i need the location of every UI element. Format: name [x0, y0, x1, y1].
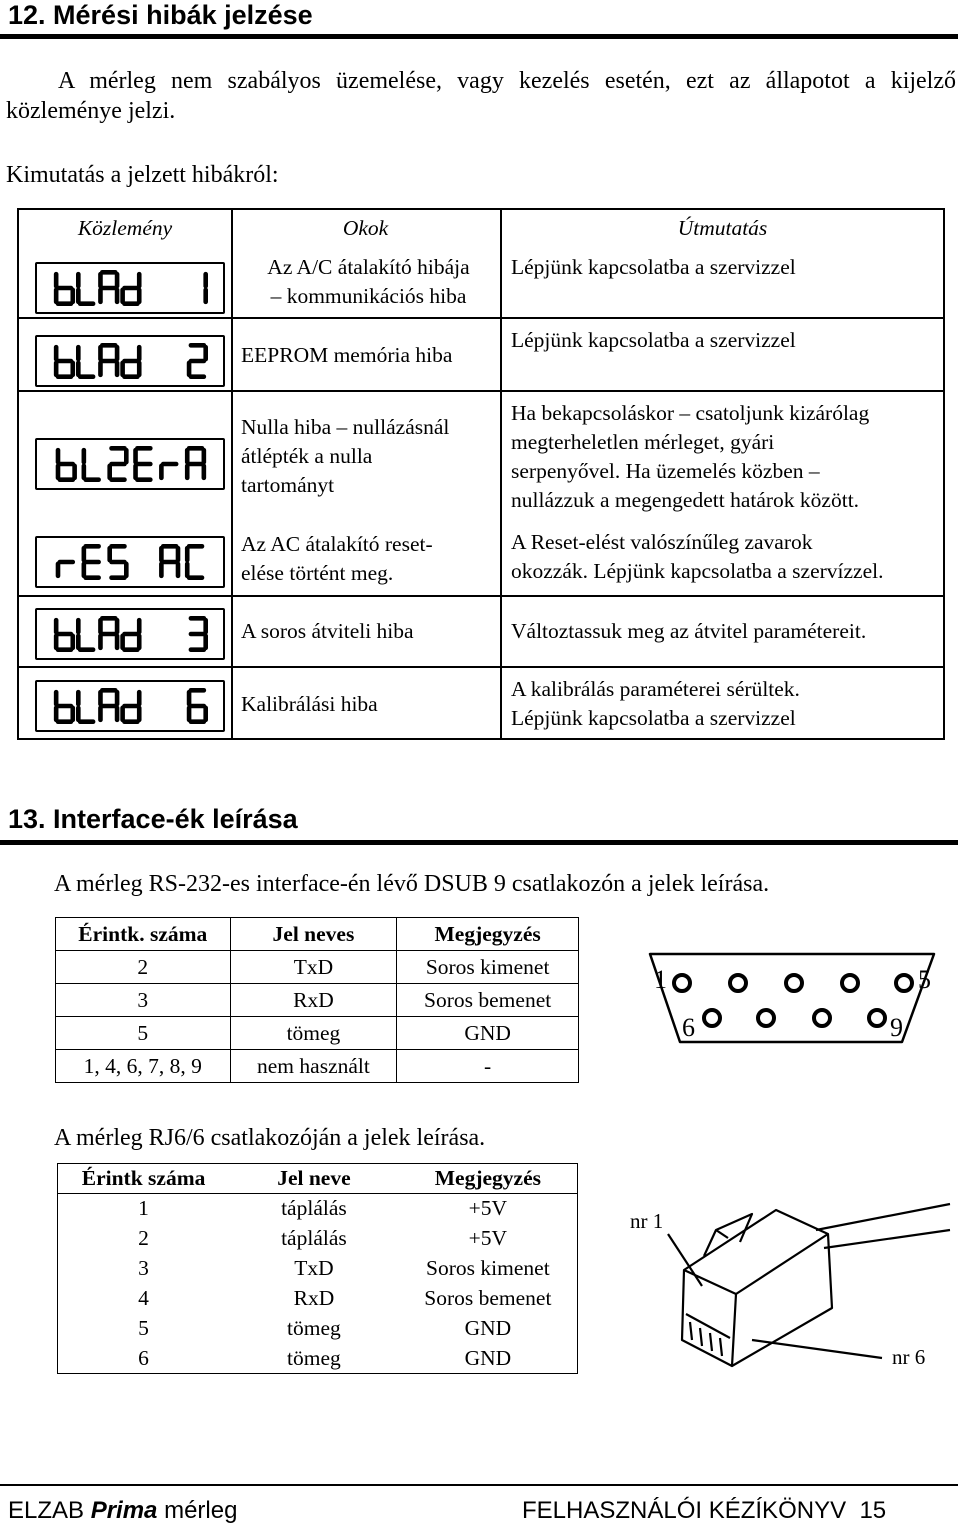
lcd-digit — [100, 690, 117, 720]
table-header-row — [58, 1164, 578, 1194]
table-row — [56, 1017, 579, 1050]
rs232-table — [55, 917, 579, 1083]
table-header-row — [56, 918, 579, 951]
lcd-blad-3 — [35, 608, 225, 660]
table-row — [58, 1194, 578, 1224]
table-cell: Soros bemenet — [424, 1286, 552, 1310]
lcd-digit — [56, 274, 73, 304]
pin-1 — [674, 975, 690, 991]
pin-9 — [869, 1010, 885, 1026]
intro-paragraph: A mérleg nem szabályos üzemelése, vagy kezelés esetén, ezt az állapotot a kijelző közleménye jelzi. — [6, 68, 956, 124]
table-cell: 3 — [138, 1256, 149, 1280]
table-cell: TxD — [294, 1256, 334, 1280]
rj-header-signal: Jel neve — [229, 1164, 399, 1194]
table-row — [58, 1314, 578, 1344]
footer-right — [522, 1496, 886, 1526]
rj-connector-diagram — [620, 1190, 960, 1400]
action-row-5: Változtassuk meg az átvitel paramétereit. — [511, 619, 867, 643]
table-cell: táplálás — [281, 1196, 347, 1221]
rs232-header-note: Megjegyzés — [397, 918, 579, 951]
cause-row-3: Nulla hiba – nullázásnál átlépték a nulla tartományt — [241, 415, 450, 497]
table-cell: tömeg — [287, 1345, 341, 1370]
rj-header-pin: Érintk száma — [58, 1164, 230, 1194]
pin-5 — [896, 975, 912, 991]
lcd-blzera — [35, 438, 225, 490]
cause-row-1: Az A/C átalakító hibája – kommunikációs hiba — [267, 255, 470, 308]
table-cell: Soros bemenet — [397, 984, 579, 1017]
table-cell: tömeg — [287, 1316, 341, 1340]
table-cell: TxD — [230, 951, 397, 984]
table-row — [56, 1050, 579, 1083]
section-13-rule — [0, 840, 958, 845]
lcd-digit — [78, 347, 93, 377]
table-cell: +5V — [468, 1226, 508, 1250]
action-row-1: Lépjünk kapcsolatba a szervizzel — [511, 255, 796, 279]
section-13-title: 13. Interface-ék leírása — [8, 804, 298, 834]
action-row-6: A kalibrálás paraméterei sérültek. Lépjünk kapcsolatba a szervizzel — [511, 677, 800, 730]
rs232-intro: A mérleg RS-232-es interface-én lévő DSUB 9 csatlakozón a jelek leírása. — [54, 871, 770, 897]
table-cell: Soros kimenet — [426, 1256, 550, 1280]
pin-1-label: 1 — [654, 965, 667, 994]
lcd-digit — [78, 620, 93, 650]
footer-model: Prima — [90, 1497, 158, 1524]
header-action: Útmutatás — [677, 216, 768, 240]
table-cell: Soros kimenet — [397, 951, 579, 984]
lcd-digit — [191, 618, 206, 649]
footer-brand: ELZAB — [8, 1497, 85, 1524]
table-cell: 5 — [56, 1017, 231, 1050]
cause-row-5: A soros átviteli hiba — [241, 619, 414, 643]
table-cell: RxD — [230, 984, 397, 1017]
lcd-digit — [123, 692, 140, 722]
lcd-digit — [56, 620, 73, 650]
lcd-digit — [100, 272, 117, 302]
lcd-res-ac — [35, 536, 225, 588]
table-cell: tömeg — [230, 1017, 397, 1050]
lcd-digit — [56, 692, 73, 722]
table-cell: táplálás — [281, 1226, 347, 1250]
lcd-digit — [123, 620, 140, 650]
lcd-digit — [136, 448, 151, 479]
lcd-blad-2 — [35, 335, 225, 387]
header-message: Közlemény — [77, 216, 173, 240]
lcd-digit — [189, 345, 206, 376]
lcd-digit — [84, 546, 99, 577]
pin-9-label: 9 — [890, 1013, 903, 1042]
action-row-4: A Reset-elést valószínűleg zavarok okozzák. Lépjünk kapcsolatba a szervízzel. — [511, 530, 884, 583]
table-cell: 2 — [138, 1226, 149, 1250]
lcd-blad-6 — [35, 680, 225, 732]
table-cell: GND — [397, 1017, 579, 1050]
label-nr-6: nr 6 — [892, 1345, 926, 1369]
footer-product: mérleg — [164, 1497, 238, 1524]
lcd-digit — [187, 448, 204, 478]
table-cell: 2 — [56, 951, 231, 984]
table-cell: 6 — [138, 1345, 149, 1370]
table-cell: 1 — [138, 1196, 149, 1221]
table-row — [58, 1284, 578, 1314]
table-cell: RxD — [293, 1286, 335, 1310]
pin-3 — [786, 975, 802, 991]
rs232-header-pin: Érintk. száma — [56, 918, 231, 951]
pin-6-label: 6 — [682, 1013, 695, 1042]
pin-4 — [842, 975, 858, 991]
table-row — [58, 1224, 578, 1254]
section-12-title: 12. Mérési hibák jelzése — [8, 0, 313, 30]
rj-header-note: Megjegyzés — [399, 1164, 578, 1194]
cause-row-2: EEPROM memória hiba — [241, 343, 453, 367]
label-nr-1: nr 1 — [630, 1209, 664, 1233]
pin-8 — [814, 1010, 830, 1026]
lcd-digit — [189, 690, 206, 721]
footer-left — [8, 1496, 237, 1526]
cause-row-6: Kalibrálási hiba — [241, 692, 378, 716]
table-row — [56, 984, 579, 1017]
rj-intro: A mérleg RJ6/6 csatlakozóján a jelek leírása. — [54, 1125, 486, 1151]
lcd-digit — [56, 347, 73, 377]
lcd-digit — [78, 692, 93, 722]
table-row — [56, 951, 579, 984]
table-cell: nem használt — [230, 1050, 397, 1083]
lcd-digit — [58, 450, 75, 480]
rj-table — [57, 1163, 578, 1374]
pin-6 — [704, 1010, 720, 1026]
pin-7 — [758, 1010, 774, 1026]
table-row — [58, 1344, 578, 1374]
list-label: Kimutatás a jelzett hibákról: — [6, 162, 279, 188]
footer-rule — [0, 1484, 958, 1486]
table-row — [58, 1254, 578, 1284]
action-row-2: Lépjünk kapcsolatba a szervizzel — [511, 328, 796, 352]
pin-5-label: 5 — [918, 965, 931, 994]
lcd-digit — [161, 464, 176, 478]
rs232-header-signal: Jel neves — [230, 918, 397, 951]
lcd-digit — [58, 562, 73, 576]
action-row-3: Ha bekapcsoláskor – csatoljunk kizárólag megterheletlen mérleget, gyári serpenyővel. Ha üzemelés közben – nullázzuk a megengedett határok között. — [511, 401, 870, 512]
lcd-digit — [110, 546, 127, 577]
lcd-digit — [123, 347, 140, 377]
table-cell: 5 — [138, 1316, 149, 1340]
table-cell: 4 — [138, 1286, 149, 1310]
footer-manual: FELHASZNÁLÓI KÉZÍKÖNYV — [522, 1497, 847, 1524]
title-rule — [0, 34, 958, 39]
cause-row-4: Az AC átalakító reset- elése történt meg. — [241, 532, 433, 585]
table-cell: GND — [464, 1345, 512, 1370]
lcd-digit — [84, 450, 99, 480]
dsub9-connector-diagram — [640, 950, 940, 1050]
header-cause: Okok — [342, 216, 389, 240]
error-table — [17, 208, 945, 740]
lcd-digit — [78, 274, 93, 304]
lcd-digit — [123, 274, 140, 304]
lcd-digit — [100, 618, 117, 648]
table-cell: GND — [464, 1316, 512, 1340]
lcd-digit — [100, 345, 117, 375]
table-cell: 3 — [56, 984, 231, 1017]
lcd-digit — [161, 546, 178, 576]
lcd-digit — [187, 546, 202, 577]
table-cell: 1, 4, 6, 7, 8, 9 — [56, 1050, 231, 1083]
lcd-blad-1 — [35, 262, 225, 314]
table-cell: - — [397, 1050, 579, 1083]
footer-page-number: 15 — [859, 1497, 887, 1524]
pin-2 — [730, 975, 746, 991]
lcd-digit — [110, 448, 127, 479]
table-cell: +5V — [468, 1196, 508, 1221]
